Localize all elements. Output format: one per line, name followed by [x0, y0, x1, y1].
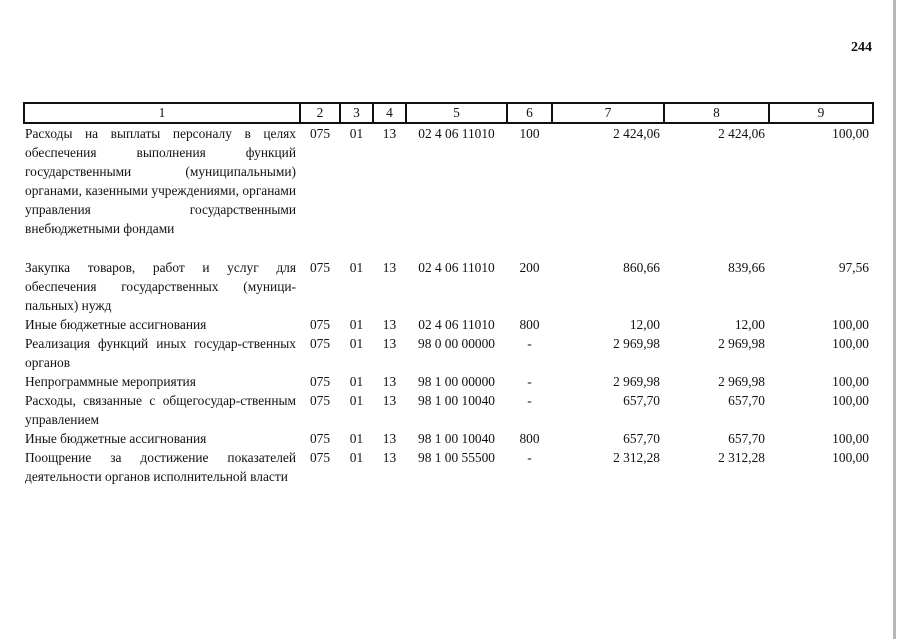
amount-executed: 2 424,06: [718, 126, 765, 141]
target-article-code: 02 4 06 11010: [418, 126, 495, 141]
execution-percent: 100,00: [832, 450, 869, 465]
ministry-code: 075: [309, 260, 331, 275]
ministry-code: 075: [309, 374, 331, 389]
header-col-8: 8: [664, 103, 769, 123]
execution-percent: 100,00: [832, 393, 869, 408]
amount-planned: 12,00: [629, 317, 660, 332]
expense-type-code: -: [527, 450, 532, 465]
ministry-code: 075: [309, 431, 331, 446]
target-article-code: 98 1 00 00000: [418, 374, 495, 389]
header-col-7: 7: [552, 103, 664, 123]
execution-percent: 100,00: [832, 126, 869, 141]
target-article-code: 98 1 00 55500: [418, 450, 495, 465]
header-col-2: 2: [300, 103, 340, 123]
ministry-code: 075: [309, 317, 331, 332]
expense-type-code: 100: [519, 126, 540, 141]
target-article-code: 98 0 00 00000: [418, 336, 495, 351]
amount-executed: 657,70: [728, 431, 765, 446]
subsection-code: 13: [382, 374, 397, 389]
subsection-code: 13: [382, 126, 397, 141]
header-col-5: 5: [406, 103, 507, 123]
expense-type-code: 800: [519, 317, 540, 332]
table-row: [24, 258, 873, 315]
amount-executed: 657,70: [728, 393, 765, 408]
expense-name: Закупка товаров, работ и услуг для обеспечения государственных (муници-пальных) нужд: [25, 260, 296, 313]
subsection-code: 13: [382, 393, 397, 408]
execution-percent: 100,00: [832, 317, 869, 332]
amount-executed: 2 312,28: [718, 450, 765, 465]
amount-planned: 860,66: [623, 260, 660, 275]
header-col-1: 1: [24, 103, 300, 123]
execution-percent: 100,00: [832, 336, 869, 351]
table-row: [24, 448, 873, 486]
table-row: [24, 429, 873, 448]
subsection-code: 13: [382, 431, 397, 446]
expense-type-code: -: [527, 374, 532, 389]
expense-name: Непрограммные мероприятия: [25, 374, 196, 389]
execution-percent: 100,00: [832, 374, 869, 389]
page-edge-shadow: [893, 0, 896, 639]
section-code: 01: [349, 126, 364, 141]
execution-percent: 97,56: [838, 260, 869, 275]
expense-name: Реализация функций иных государ-ственных органов: [25, 336, 296, 370]
header-col-3: 3: [340, 103, 373, 123]
expense-name: Расходы на выплаты персоналу в целях обеспечения выполнения функций государственными (муниципальными) органами, казенными учреждениями, органами управления государственными внебюджетными фондами: [25, 126, 296, 236]
budget-table: [23, 102, 874, 486]
expense-name: Иные бюджетные ассигнования: [25, 431, 207, 446]
ministry-code: 075: [309, 450, 331, 465]
amount-planned: 2 969,98: [613, 374, 660, 389]
subsection-code: 13: [382, 317, 397, 332]
section-code: 01: [349, 393, 364, 408]
amount-planned: 2 969,98: [613, 336, 660, 351]
expense-type-code: 200: [519, 260, 540, 275]
table-row: [24, 315, 873, 334]
ministry-code: 075: [309, 126, 331, 141]
section-code: 01: [349, 336, 364, 351]
expense-type-code: 800: [519, 431, 540, 446]
table-header-row: [24, 103, 873, 123]
expense-name: Поощрение за достижение показателей деятельности органов исполнительной власти: [25, 450, 296, 484]
target-article-code: 98 1 00 10040: [418, 393, 495, 408]
page-number: 244: [851, 40, 872, 55]
expense-name: Иные бюджетные ассигнования: [25, 317, 207, 332]
execution-percent: 100,00: [832, 431, 869, 446]
amount-executed: 12,00: [734, 317, 765, 332]
table-row: [24, 391, 873, 429]
expense-name: Расходы, связанные с общегосудар-ственным управлением: [25, 393, 296, 427]
ministry-code: 075: [309, 393, 331, 408]
amount-planned: 657,70: [623, 431, 660, 446]
ministry-code: 075: [309, 336, 331, 351]
subsection-code: 13: [382, 260, 397, 275]
amount-planned: 2 312,28: [613, 450, 660, 465]
section-code: 01: [349, 374, 364, 389]
table-row: [24, 334, 873, 372]
amount-executed: 839,66: [728, 260, 765, 275]
section-code: 01: [349, 260, 364, 275]
section-code: 01: [349, 431, 364, 446]
target-article-code: 02 4 06 11010: [418, 317, 495, 332]
expense-type-code: -: [527, 393, 532, 408]
amount-executed: 2 969,98: [718, 336, 765, 351]
expense-type-code: -: [527, 336, 532, 351]
target-article-code: 98 1 00 10040: [418, 431, 495, 446]
table-row: [24, 123, 873, 258]
subsection-code: 13: [382, 336, 397, 351]
amount-planned: 2 424,06: [613, 126, 660, 141]
amount-executed: 2 969,98: [718, 374, 765, 389]
section-code: 01: [349, 450, 364, 465]
subsection-code: 13: [382, 450, 397, 465]
header-col-6: 6: [507, 103, 552, 123]
section-code: 01: [349, 317, 364, 332]
header-col-4: 4: [373, 103, 406, 123]
table-row: [24, 372, 873, 391]
header-col-9: 9: [769, 103, 873, 123]
target-article-code: 02 4 06 11010: [418, 260, 495, 275]
amount-planned: 657,70: [623, 393, 660, 408]
